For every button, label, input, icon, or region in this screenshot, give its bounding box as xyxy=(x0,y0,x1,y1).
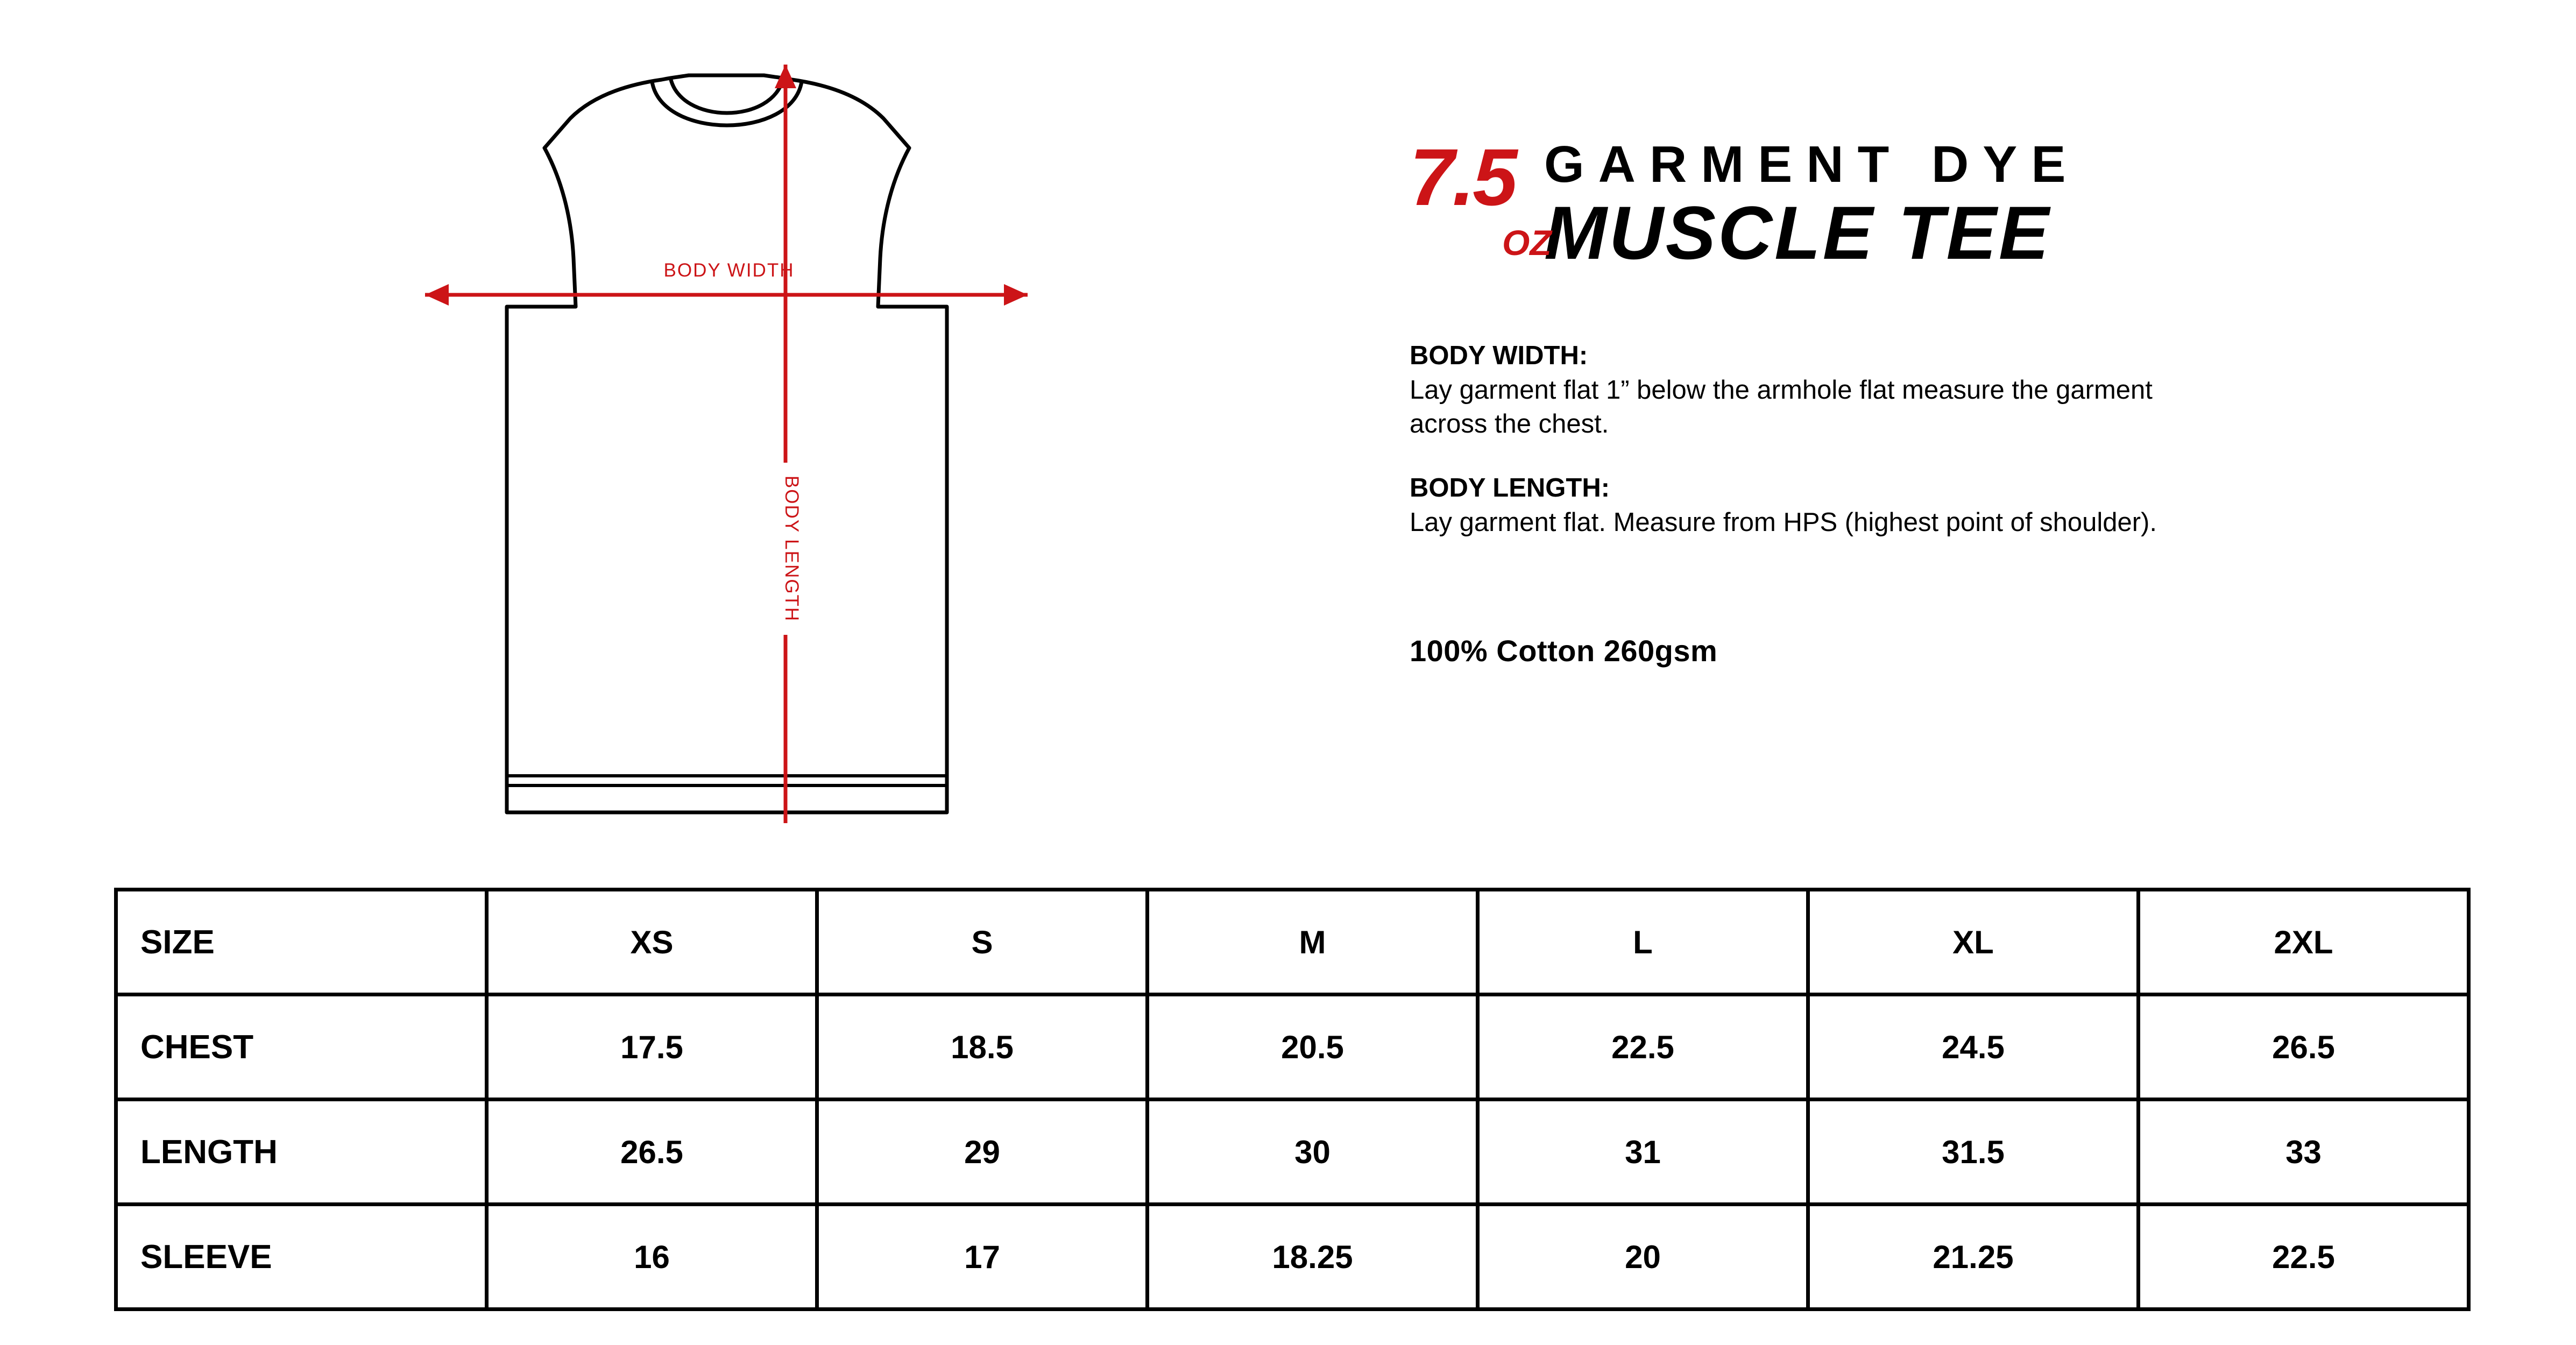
svg-text:BODY WIDTH: BODY WIDTH xyxy=(663,260,795,281)
garment-diagram xyxy=(409,54,1044,861)
length-m: 30 xyxy=(1148,1100,1478,1205)
table-row xyxy=(116,995,2469,1100)
column-header-xl: XL xyxy=(1808,890,2139,995)
chest-s: 18.5 xyxy=(817,995,1148,1100)
column-header-size: SIZE xyxy=(116,890,487,995)
product-info-block xyxy=(1410,134,2432,668)
length-xl: 31.5 xyxy=(1808,1100,2139,1205)
product-title-row xyxy=(1410,134,2432,296)
instruction-body-length-heading: BODY LENGTH: xyxy=(1410,473,1610,502)
instruction-body-length-text: Lay garment flat. Measure from HPS (highest point of shoulder). xyxy=(1410,507,2157,537)
sleeve-2xl: 22.5 xyxy=(2139,1205,2469,1309)
size-chart-table xyxy=(114,888,2471,1311)
svg-text:BODY LENGTH: BODY LENGTH xyxy=(781,475,802,622)
table-row xyxy=(116,890,2469,995)
size-chart xyxy=(114,888,2471,1311)
column-header-m: M xyxy=(1148,890,1478,995)
column-header-l: L xyxy=(1478,890,1808,995)
chest-m: 20.5 xyxy=(1148,995,1478,1100)
sleeve-l: 20 xyxy=(1478,1205,1808,1309)
instruction-body-width-text: Lay garment flat 1” below the armhole flat measure the garment across the chest. xyxy=(1410,376,2153,438)
chest-xl: 24.5 xyxy=(1808,995,2139,1100)
row-label-length: LENGTH xyxy=(116,1100,487,1205)
length-s: 29 xyxy=(817,1100,1148,1205)
fabric-composition: 100% Cotton 260gsm xyxy=(1410,634,1718,668)
length-2xl: 33 xyxy=(2139,1100,2469,1205)
fabric-weight-number: 7.5 xyxy=(1410,132,1516,222)
row-label-chest: CHEST xyxy=(116,995,487,1100)
sleeve-xl: 21.25 xyxy=(1808,1205,2139,1309)
fabric-weight-unit: OZ xyxy=(1502,223,1552,263)
chest-2xl: 26.5 xyxy=(2139,995,2469,1100)
column-header-s: S xyxy=(817,890,1148,995)
chest-l: 22.5 xyxy=(1478,995,1808,1100)
length-xs: 26.5 xyxy=(487,1100,817,1205)
instruction-body-width-heading: BODY WIDTH: xyxy=(1410,341,1588,370)
sleeve-m: 18.25 xyxy=(1148,1205,1478,1309)
sleeve-s: 17 xyxy=(817,1205,1148,1309)
column-header-2xl: 2XL xyxy=(2139,890,2469,995)
column-header-xs: XS xyxy=(487,890,817,995)
instruction-body-length xyxy=(1410,470,2432,540)
row-label-sleeve: SLEEVE xyxy=(116,1205,487,1309)
product-title-lines xyxy=(1544,134,2432,275)
instruction-body-width xyxy=(1410,338,2432,441)
product-title-line-1: GARMENT DYE xyxy=(1544,136,2080,193)
table-row xyxy=(116,1205,2469,1309)
table-row xyxy=(116,1100,2469,1205)
sleeve-xs: 16 xyxy=(487,1205,817,1309)
product-title-line-2: MUSCLE TEE xyxy=(1544,190,2051,275)
fabric-weight-group xyxy=(1410,132,1552,296)
length-l: 31 xyxy=(1478,1100,1808,1205)
chest-xs: 17.5 xyxy=(487,995,817,1100)
